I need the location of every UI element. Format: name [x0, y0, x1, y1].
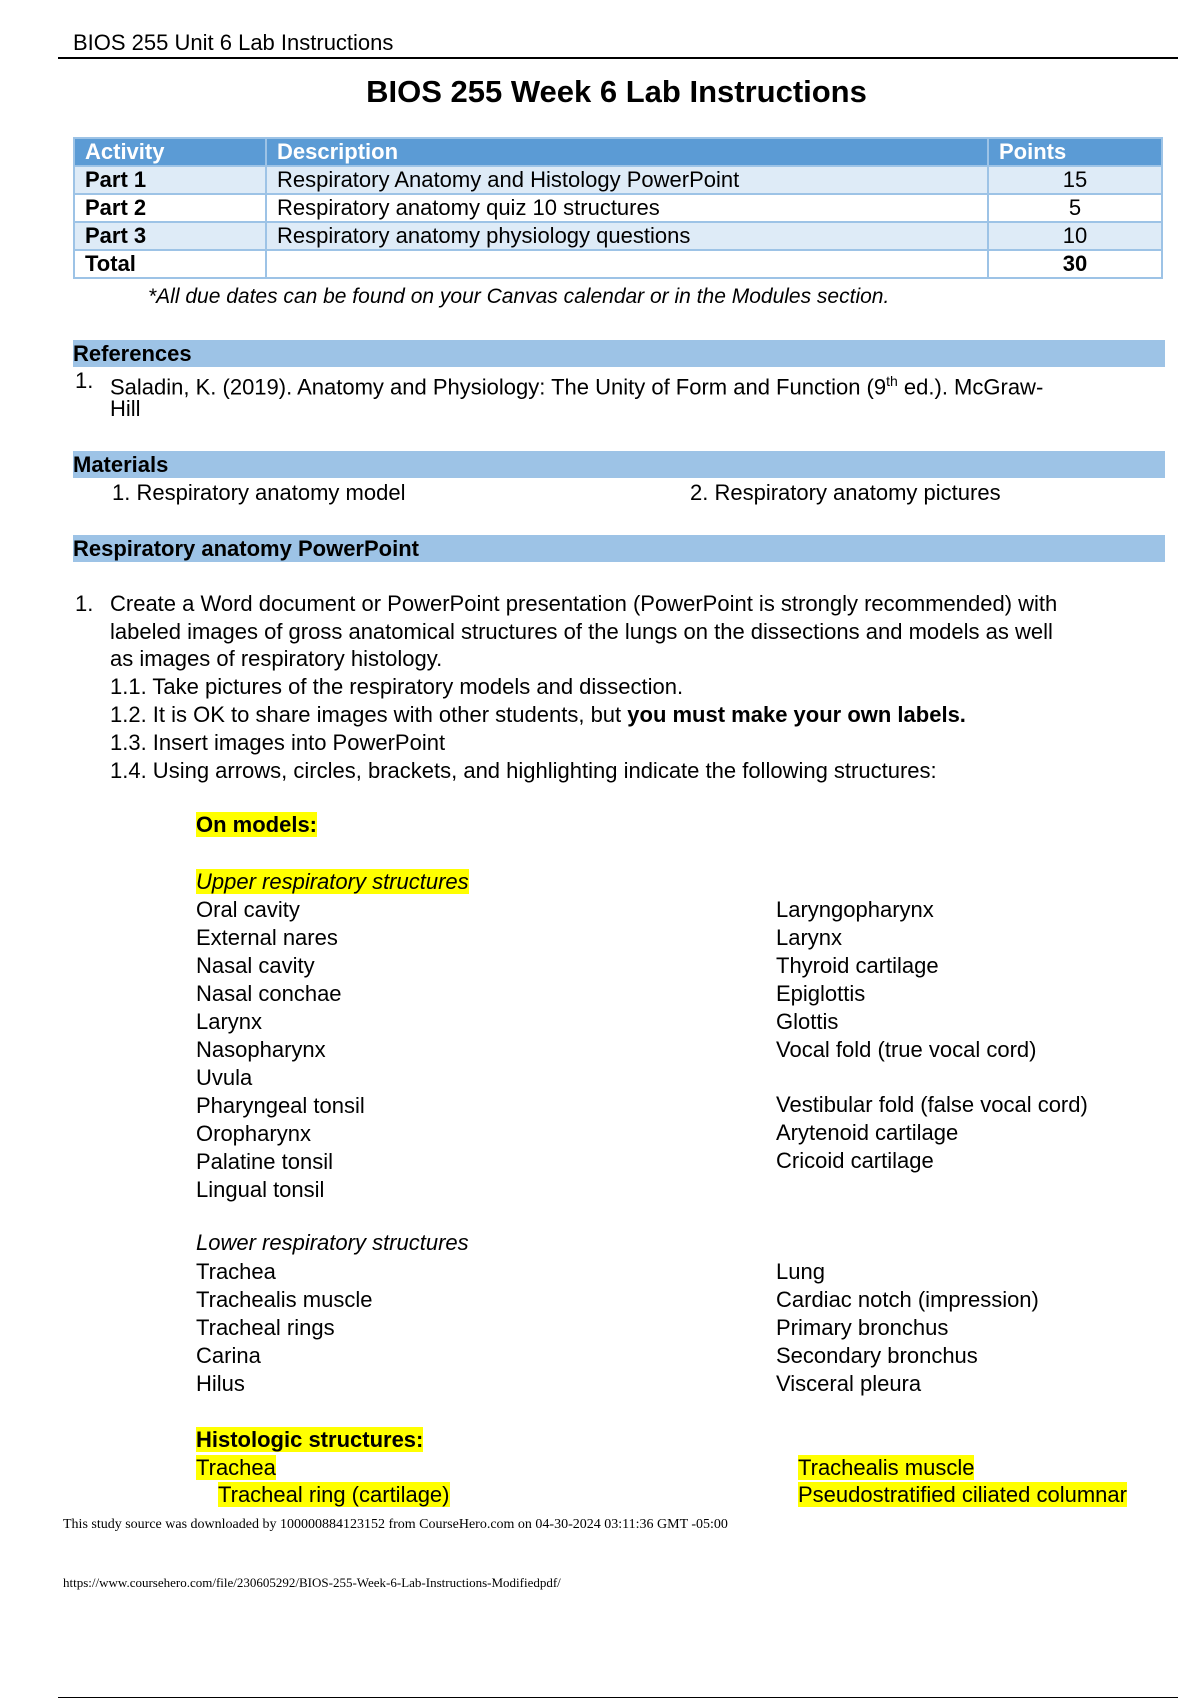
materials-item: 1. Respiratory anatomy model [112, 480, 406, 505]
list-item: Lung [776, 1259, 825, 1284]
lower-right-list [776, 1258, 1039, 1398]
reference-entry-cont: Hill [110, 396, 141, 421]
header-rule [58, 57, 1178, 59]
list-item: Primary bronchus [776, 1315, 949, 1340]
source-url[interactable]: https://www.coursehero.com/file/230605292/BIOS-255-Week-6-Lab-Instructions-Modifiedpdf/ [63, 1575, 561, 1590]
total-row [74, 250, 1162, 278]
points-cell: 5 [988, 194, 1162, 222]
list-item: Cardiac notch (impression) [776, 1287, 1039, 1312]
list-item: External nares [196, 925, 338, 950]
materials-heading: Materials [73, 451, 1165, 478]
running-header: BIOS 255 Unit 6 Lab Instructions [73, 30, 394, 55]
list-item: Lingual tonsil [196, 1177, 325, 1202]
histologic-item: Pseudostratified ciliated columnar [798, 1482, 1127, 1507]
list-item: Oropharynx [196, 1121, 311, 1146]
step-line: labeled images of gross anatomical structures of the lungs on the dissections and models as well [110, 619, 1053, 644]
histologic-item: Trachealis muscle [798, 1455, 975, 1480]
histologic-item: Tracheal ring (cartilage) [218, 1482, 450, 1507]
list-item: Nasal conchae [196, 981, 342, 1006]
list-item: Hilus [196, 1371, 245, 1396]
upper-left-list [196, 896, 365, 1204]
histologic-item: Trachea [196, 1455, 276, 1480]
total-empty-cell [266, 250, 988, 278]
materials-item: 2. Respiratory anatomy pictures [690, 480, 1001, 505]
description-cell: Respiratory anatomy physiology questions [266, 222, 988, 250]
activity-table [73, 137, 1163, 279]
step-number: 1. [75, 591, 94, 616]
list-item: Nasal cavity [196, 953, 315, 978]
total-points: 30 [988, 250, 1162, 278]
column-header-activity: Activity [74, 138, 266, 166]
powerpoint-heading: Respiratory anatomy PowerPoint [73, 535, 1165, 562]
on-models-heading: On models: [196, 812, 318, 837]
substep: 1.2. It is OK to share images with other students, but you must make your own labels. [110, 702, 966, 727]
list-item: Thyroid cartilage [776, 953, 939, 978]
activity-cell: Part 2 [74, 194, 266, 222]
page-title: BIOS 255 Week 6 Lab Instructions [366, 74, 867, 109]
description-cell: Respiratory Anatomy and Histology PowerPoint [266, 166, 988, 194]
list-item: Larynx [196, 1009, 263, 1034]
list-item: Carina [196, 1343, 261, 1368]
upper-structures-heading: Upper respiratory structures [196, 869, 469, 894]
list-item: Vestibular fold (false vocal cord) [776, 1092, 1088, 1117]
lower-structures-heading: Lower respiratory structures [196, 1230, 469, 1255]
table-row [74, 166, 1162, 194]
reference-entry: Saladin, K. (2019). Anatomy and Physiology: The Unity of Form and Function (9th ed.). McGraw- [110, 373, 1044, 400]
list-item: Cricoid cartilage [776, 1148, 934, 1173]
list-item: Tracheal rings [196, 1315, 335, 1340]
table-row [74, 194, 1162, 222]
points-cell: 15 [988, 166, 1162, 194]
reference-number: 1. [75, 368, 94, 393]
description-cell: Respiratory anatomy quiz 10 structures [266, 194, 988, 222]
list-item: Secondary bronchus [776, 1343, 978, 1368]
references-heading: References [73, 340, 1165, 367]
histologic-heading: Histologic structures: [196, 1427, 424, 1452]
due-dates-note: *All due dates can be found on your Canvas calendar or in the Modules section. [148, 285, 890, 308]
upper-right-list [776, 896, 1036, 1064]
substep: 1.3. Insert images into PowerPoint [110, 730, 446, 755]
list-item: Oral cavity [196, 897, 300, 922]
upper-right-list-b [776, 1091, 1088, 1175]
list-item: Uvula [196, 1065, 253, 1090]
activity-cell: Part 3 [74, 222, 266, 250]
list-item: Visceral pleura [776, 1371, 922, 1396]
step-line: Create a Word document or PowerPoint presentation (PowerPoint is strongly recommended) with [110, 591, 1058, 616]
list-item: Epiglottis [776, 981, 866, 1006]
activity-cell: Part 1 [74, 166, 266, 194]
lower-left-list [196, 1258, 372, 1398]
substep: 1.4. Using arrows, circles, brackets, and highlighting indicate the following structures: [110, 758, 937, 783]
total-label: Total [74, 250, 266, 278]
list-item: Vocal fold (true vocal cord) [776, 1037, 1037, 1062]
list-item: Larynx [776, 925, 843, 950]
step-line: as images of respiratory histology. [110, 646, 443, 671]
list-item: Glottis [776, 1009, 839, 1034]
list-item: Trachea [196, 1259, 276, 1284]
list-item: Palatine tonsil [196, 1149, 333, 1174]
list-item: Pharyngeal tonsil [196, 1093, 365, 1118]
list-item: Laryngopharynx [776, 897, 934, 922]
download-source-note: This study source was downloaded by 100000884123152 from CourseHero.com on 04-30-2024 03:11:36 GMT -05:00 [63, 1517, 728, 1532]
footer-rule [58, 1697, 1178, 1698]
column-header-description: Description [266, 138, 988, 166]
table-row [74, 222, 1162, 250]
points-cell: 10 [988, 222, 1162, 250]
list-item: Nasopharynx [196, 1037, 326, 1062]
substep: 1.1. Take pictures of the respiratory models and dissection. [110, 674, 684, 699]
list-item: Arytenoid cartilage [776, 1120, 959, 1145]
list-item: Trachealis muscle [196, 1287, 373, 1312]
column-header-points: Points [988, 138, 1162, 166]
